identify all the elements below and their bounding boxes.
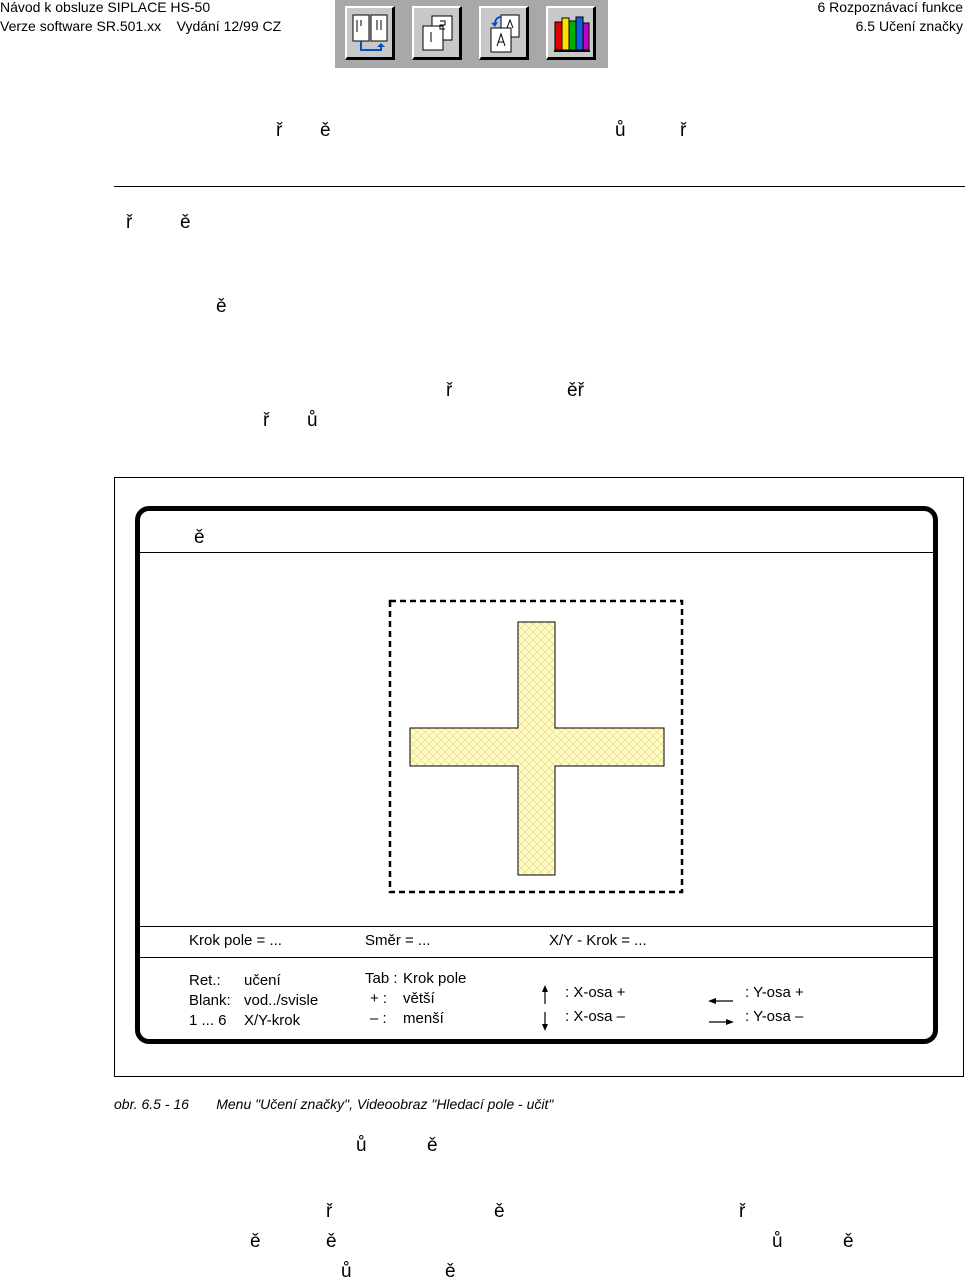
key-ret-desc: učení [244,972,281,989]
video-screen [135,506,938,1044]
text-fragment: ů [356,1135,367,1156]
key-tab: Tab : [365,970,398,987]
key-x-plus: : X-osa + [565,984,626,1001]
figure-number: obr. 6.5 - 16 [114,1096,189,1112]
contents-icon [351,12,391,56]
contents-button[interactable] [345,6,395,60]
arrow-left-icon [708,996,734,1006]
screen-title: ě [194,527,205,548]
arrow-up-icon [540,985,550,1005]
text-fragment: ě [843,1231,854,1252]
text-fragment: ě [216,296,227,317]
fiducial-mark-cross [410,622,664,875]
text-fragment: ě [326,1231,337,1252]
status-krok-pole: Krok pole = ... [189,932,282,949]
key-numbers: 1 ... 6 [189,1012,227,1029]
text-search-button[interactable] [479,6,529,60]
text-fragment: ř [446,380,453,401]
key-plus-desc: větší [403,990,435,1007]
text-fragment: ě [180,212,191,233]
text-fragment: ě [445,1261,456,1282]
key-blank: Blank: [189,992,231,1009]
section-rule [114,186,965,187]
title-divider [140,552,933,553]
text-search-icon [485,12,525,56]
key-x-minus: : X-osa – [565,1008,626,1025]
pages-button[interactable] [412,6,462,60]
arrow-down-icon [540,1011,550,1031]
text-fragment: ů [615,120,626,141]
header-manual-title: Návod k obsluze SIPLACE HS-50 [0,0,211,15]
status-smer: Směr = ... [365,932,431,949]
key-numbers-desc: X/Y-krok [244,1012,301,1029]
text-fragment: ř [126,212,133,233]
status-divider-top [140,926,933,927]
text-fragment: ěř [567,380,584,401]
text-fragment: ů [341,1261,352,1282]
text-fragment: ě [320,120,331,141]
library-button[interactable] [546,6,596,60]
key-minus-desc: menší [403,1010,444,1027]
header-section: 6.5 Učení značky [855,18,963,34]
header-version: Verze software SR.501.xx Vydání 12/99 CZ [0,18,282,34]
text-fragment: ř [263,410,270,431]
key-y-minus: : Y-osa – [745,1008,804,1025]
text-fragment: ř [326,1201,333,1222]
text-fragment: ě [494,1201,505,1222]
text-fragment: ů [307,410,318,431]
pages-icon [418,12,458,56]
text-fragment: ů [772,1231,783,1252]
text-fragment: ř [739,1201,746,1222]
key-tab-desc: Krok pole [403,970,467,987]
library-icon [552,12,592,56]
status-divider-bottom [140,957,933,958]
key-y-plus: : Y-osa + [745,984,804,1001]
text-fragment: ě [427,1135,438,1156]
arrow-right-icon [708,1017,734,1027]
figure-caption [114,1096,553,1112]
header-chapter: 6 Rozpoznávací funkce [817,0,963,15]
status-xy-krok: X/Y - Krok = ... [549,932,647,949]
navigation-toolbar [335,0,608,68]
figure-title: Menu "Učení značky", Videoobraz "Hledací pole - učit" [216,1096,554,1112]
key-minus: – : [370,1010,387,1027]
search-field-graphic [385,596,685,896]
text-fragment: ě [250,1231,261,1252]
text-fragment: ř [276,120,283,141]
key-blank-desc: vod../svisle [244,992,319,1009]
key-plus: + : [370,990,388,1007]
key-ret: Ret.: [189,972,221,989]
text-fragment: ř [680,120,687,141]
